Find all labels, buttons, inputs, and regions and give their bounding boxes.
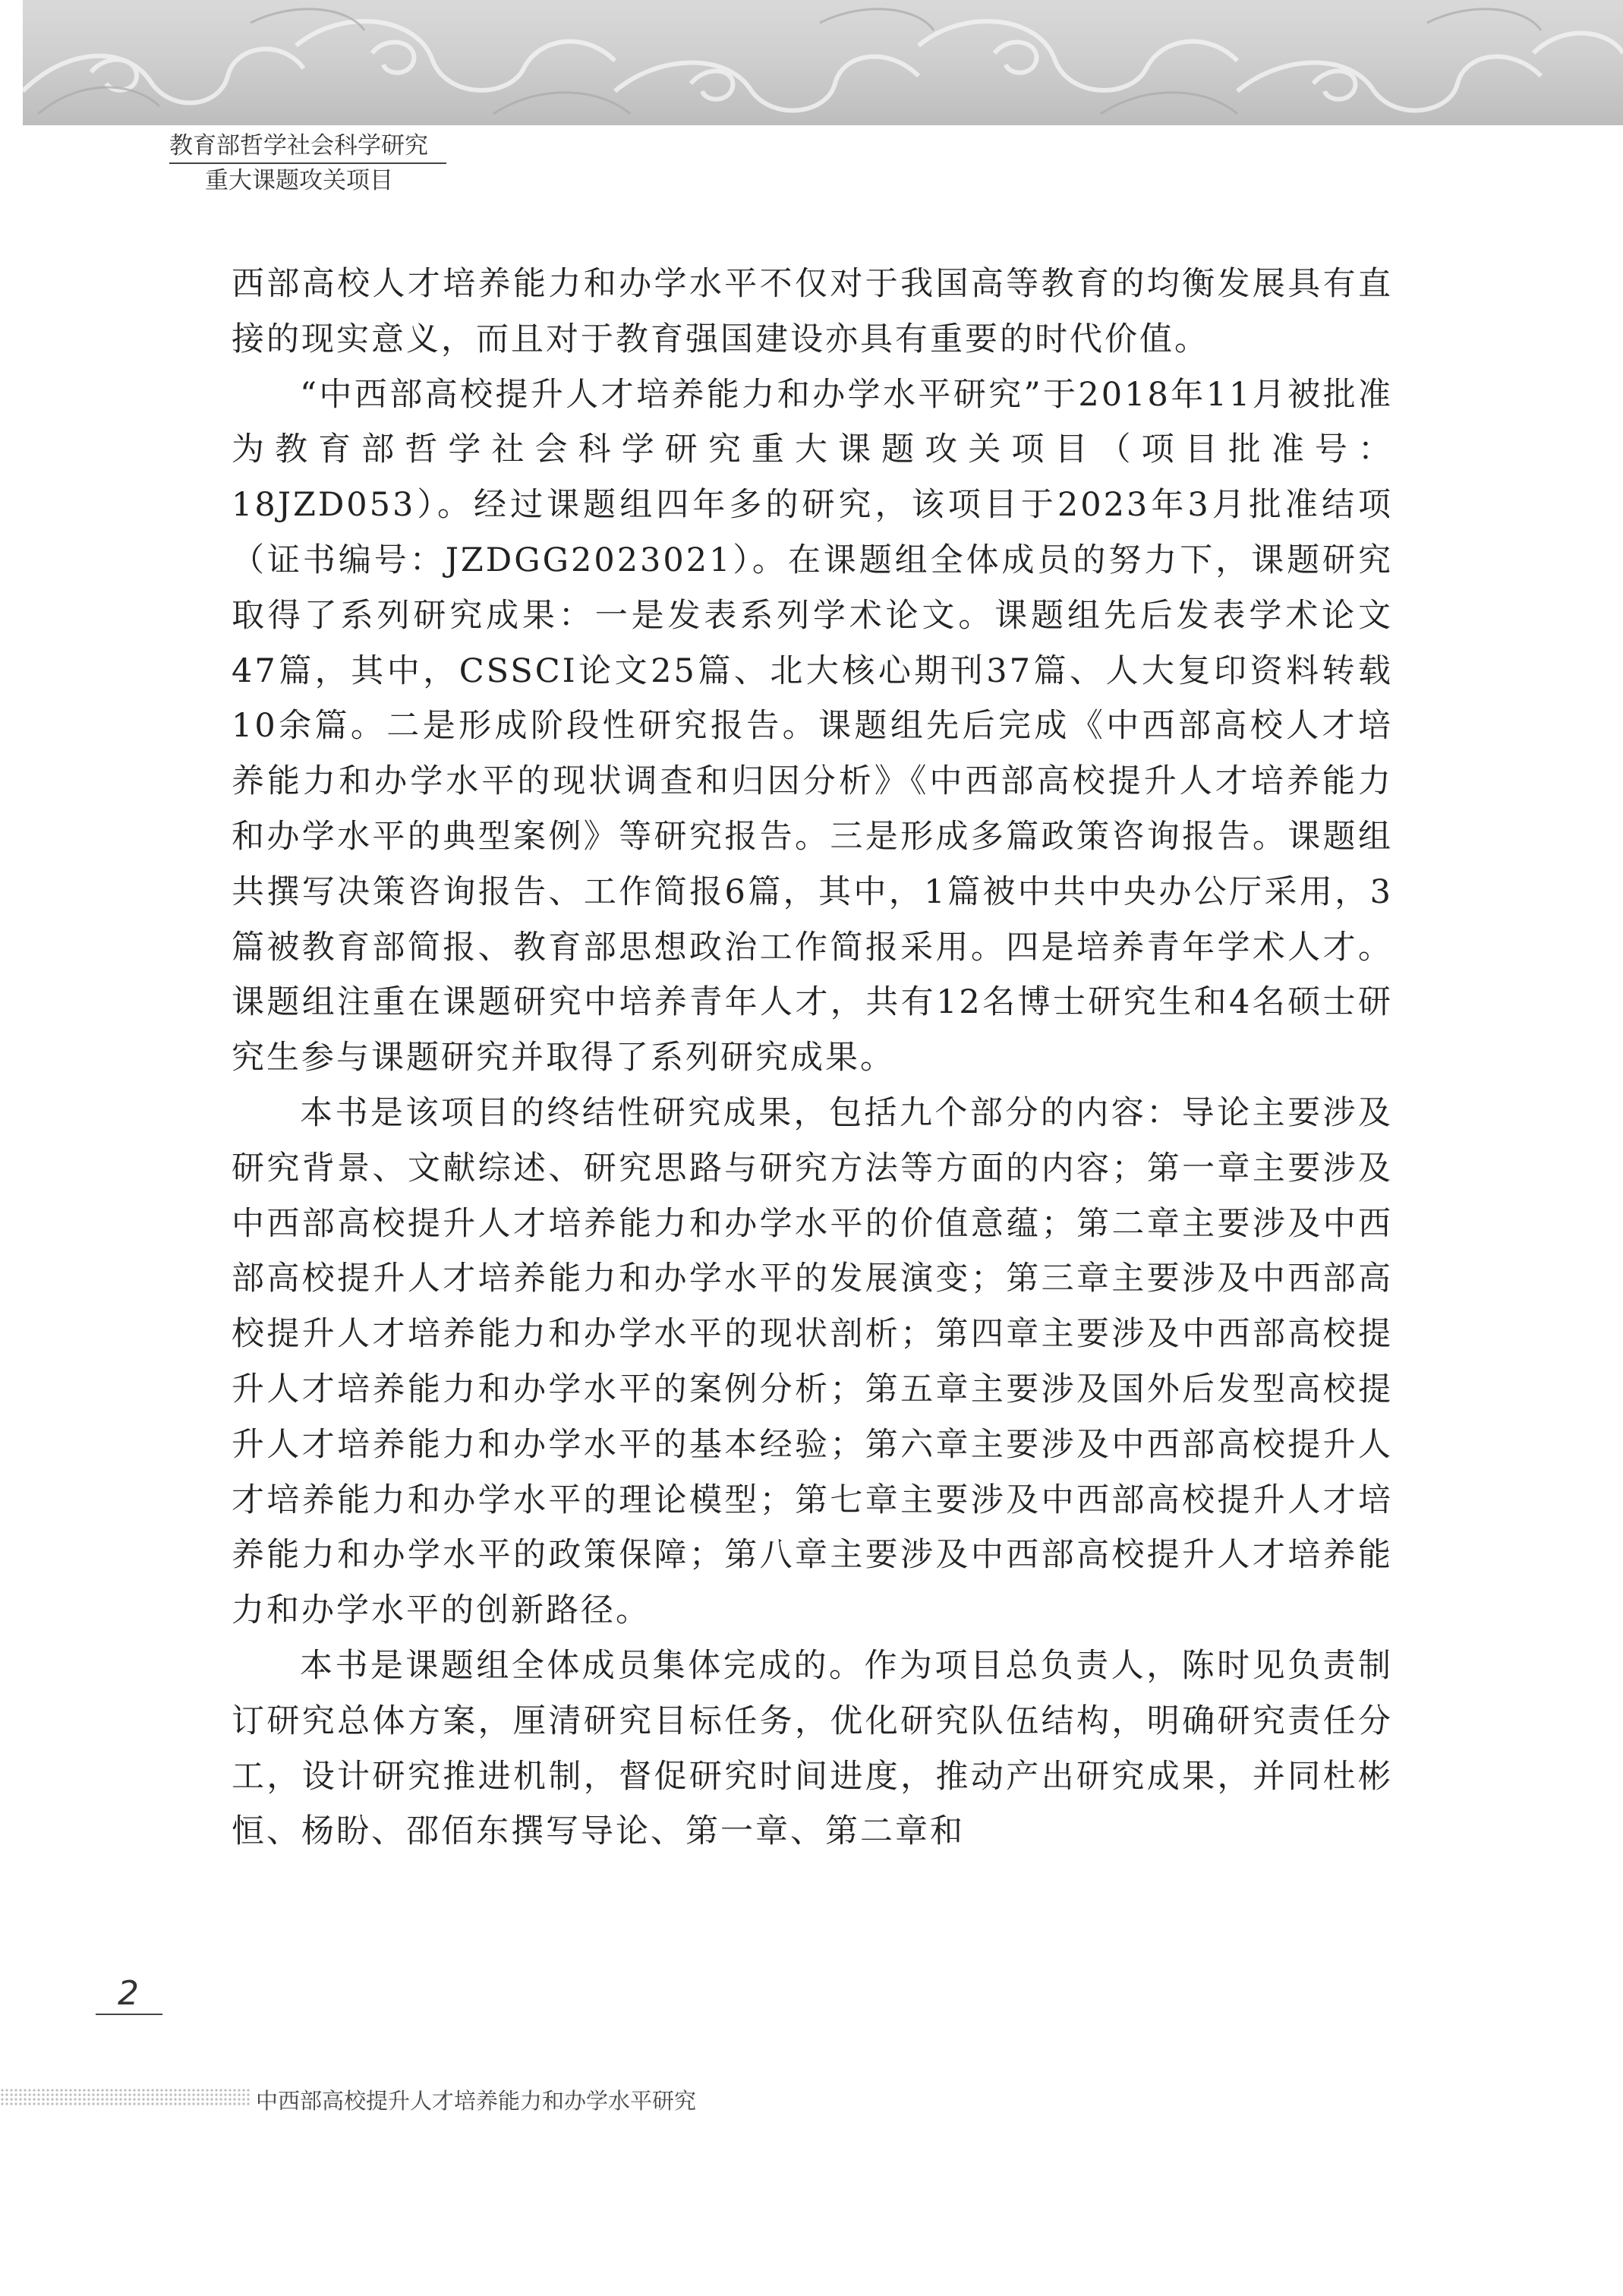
paragraph-1: 西部高校人才培养能力和办学水平不仅对于我国高等教育的均衡发展具有直接的现实意义，而且对于教育强国建设亦具有重要的时代价值。: [232, 265, 1393, 358]
paragraph-4: 本书是课题组全体成员集体完成的。作为项目总负责人，陈时见负责制订研究总体方案，厘清研究目标任务，优化研究队伍结构，明确研究责任分工，设计研究推进机制，督促研究时间进度，推动产出研究成果，并同杜彬恒、杨盼、邵佰东撰写导论、第一章、第二章和: [232, 1646, 1393, 1851]
series-title-rule: [169, 162, 446, 164]
page-number-rule: [96, 2014, 162, 2015]
footer-book-title: 中西部高校提升人才培养能力和办学水平研究: [256, 2088, 697, 2114]
series-title-line2: 重大课题攻关项目: [205, 167, 393, 194]
paragraph-2: “中西部高校提升人才培养能力和办学水平研究”于2018年11月被批准为教育部哲学社会科学研究重大课题攻关项目（项目批准号：18JZD053）。经过课题组四年多的研究，该项目于2023年3月批准结项（证书编号：JZDGG2023021）。在课题组全体成员的努力下，课题研究取得了系列研究成果：一是发表系列学术论文。课题组先后发表学术论文47篇，其中，CSSCI论文25篇、北大核心期刊37篇、人大复印资料转载10余篇。二是形成阶段性研究报告。课题组先后完成《中西部高校人才培养能力和办学水平的现状调查和归因分析》《中西部高校提升人才培养能力和办学水平的典型案例》等研究报告。三是形成多篇政策咨询报告。课题组共撰写决策咨询报告、工作简报6篇，其中，1篇被中共中央办公厅采用，3篇被教育部简报、教育部思想政治工作简报采用。四是培养青年学术人才。课题组注重在课题研究中培养青年人才，共有12名博士研究生和4名硕士研究生参与课题研究并取得了系列研究成果。: [232, 375, 1393, 1077]
footer-dot-pattern: [0, 2088, 251, 2106]
decorative-cloud-banner: [23, 0, 1623, 125]
paragraph-3: 本书是该项目的终结性研究成果，包括九个部分的内容：导论主要涉及研究背景、文献综述、研究思路与研究方法等方面的内容；第一章主要涉及中西部高校提升人才培养能力和办学水平的价值意蕴；第二章主要涉及中西部高校提升人才培养能力和办学水平的发展演变；第三章主要涉及中西部高校提升人才培养能力和办学水平的现状剖析；第四章主要涉及中西部高校提升人才培养能力和办学水平的案例分析；第五章主要涉及国外后发型高校提升人才培养能力和办学水平的基本经验；第六章主要涉及中西部高校提升人才培养能力和办学水平的理论模型；第七章主要涉及中西部高校提升人才培养能力和办学水平的政策保障；第八章主要涉及中西部高校提升人才培养能力和办学水平的创新路径。: [232, 1093, 1393, 1630]
cloud-pattern-icon: [23, 0, 1623, 125]
body-text: [232, 257, 1393, 1859]
series-title-line1: 教育部哲学社会科学研究: [169, 132, 428, 159]
series-title: [169, 131, 446, 196]
page-number: 2: [118, 1974, 139, 2013]
